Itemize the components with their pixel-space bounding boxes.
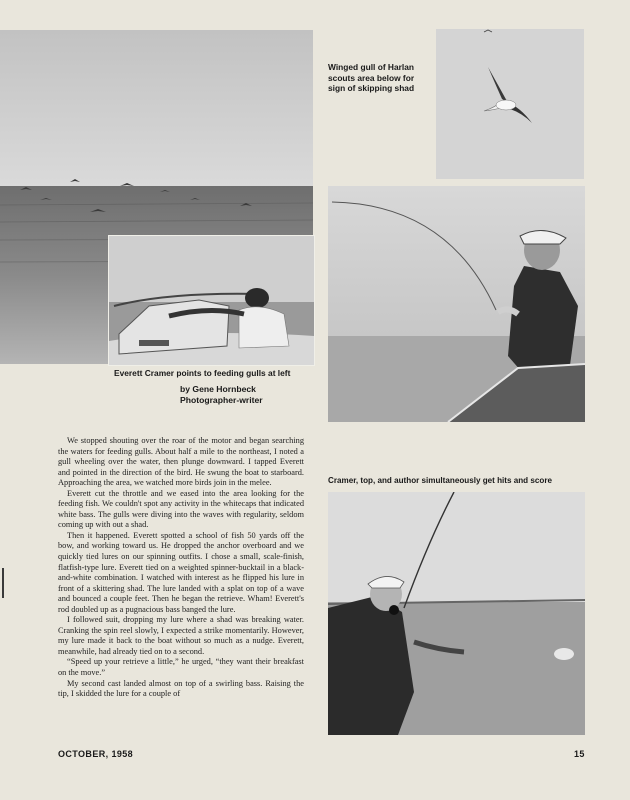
article-paragraph: Everett cut the throttle and we eased into the area looking for the feeding fish. We couldn't spot any activity in the whitecaps that indicated white bass. The gulls were diving into the waves with regularity, seldom coming up with out a shad. <box>58 488 304 530</box>
article-paragraph: Then it happened. Everett spotted a school of fish 50 yards off the bow, and working toward us. He dropped the anchor overboard and we quickly tied lures on our spinning outfits. I chose a small, scale-finish, flatfish-type lure. Everett tied on a weighted spinner-bucktail in a black-and-white combination. I watched with interest as he flipped his lure in front of a skittering shad. The lure landed with a splat on top of a wave and bounced a couple feet. Then he began the retrieve. Wham! Everett's rod doubled up as a pugnacious bass banged the lure. <box>58 530 304 614</box>
photo-author-fishing <box>328 492 585 735</box>
byline <box>180 384 263 406</box>
photo-gull-flight <box>436 29 584 179</box>
caption-gull-line-2: scouts area below for <box>328 72 415 83</box>
byline-role: Photographer-writer <box>180 394 263 405</box>
byline-author: by Gene Hornbeck <box>180 384 256 394</box>
article-paragraph: We stopped shouting over the roar of the motor and began searching the waters for feeding gulls. About half a mile to the northeast, I noted a gull wheeling over the water, then plunge downward. I tapped Everett and pointed in the direction of the bird. He swung the boat to starboard. Approaching the area, we watched more birds join in the melee. <box>58 436 304 488</box>
footer-issue-date: OCTOBER, 1958 <box>58 749 134 759</box>
article-paragraph: My second cast landed almost on top of a swirling bass. Raising the tip, I skidded the lure for a couple of <box>58 678 304 699</box>
article-paragraph: I followed suit, dropping my lure where a shad was breaking water. Cranking the spin reel slowly, I expected a strike momentarily. However, my lure made it back to the boat without so much as a nudge. Everett, meanwhile, had already tied on to a second. <box>58 615 304 656</box>
caption-simultaneous: Cramer, top, and author simultaneously get hits and score <box>328 476 552 485</box>
caption-gull <box>328 62 436 94</box>
caption-cramer-points: Everett Cramer points to feeding gulls at left <box>114 368 291 378</box>
footer-page-number: 15 <box>574 749 585 759</box>
binder-mark-bottom <box>2 568 4 598</box>
article-paragraph: “Speed up your retrieve a little,” he urged, “they want their breakfast on the move.” <box>58 657 304 678</box>
article-body <box>58 436 304 700</box>
caption-gull-line-3: sign of skipping shad <box>328 83 415 94</box>
photo-boat-pointing <box>108 235 315 366</box>
photo-cramer-fishing <box>328 186 585 422</box>
caption-gull-line-1: Winged gull of Harlan <box>328 62 414 72</box>
